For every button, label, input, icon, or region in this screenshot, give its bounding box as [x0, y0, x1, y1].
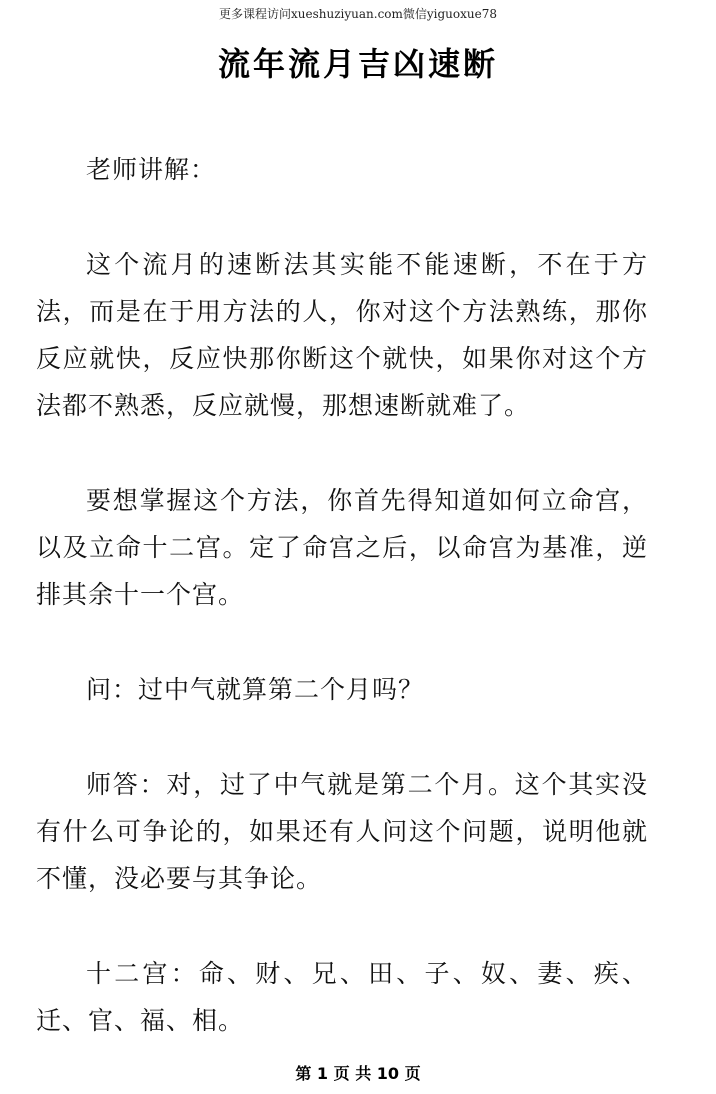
paragraph-question: 问：过中气就算第二个月吗？ — [86, 675, 425, 704]
paragraph-intro: 老师讲解： — [86, 155, 217, 184]
document-title: 流年流月吉凶速断 — [217, 45, 498, 83]
paragraph-twelve-palaces: 十二宫：命、财、兄、田、子、奴、妻、疾、迁、官、福、相。 — [36, 959, 648, 1035]
paragraph-answer: 师答：对，过了中气就是第二个月。这个其实没有什么可争论的，如果还有人问这个问题，说明他就不懂，没必要与其争论。 — [36, 770, 648, 893]
header-note: 更多课程访问xueshuziyuan.com微信yiguoxue78 — [218, 7, 498, 21]
paragraph-palaces: 要想掌握这个方法，你首先得知道如何立命宫，以及立命十二宫。定了命宫之后，以命宫为基准，逆排其余十一个宫。 — [36, 486, 648, 609]
paragraph-method: 这个流月的速断法其实能不能速断，不在于方法，而是在于用方法的人，你对这个方法熟练，那你反应就快，反应快那你断这个就快，如果你对这个方法都不熟悉，反应就慢，那想速断就难了。 — [36, 250, 648, 420]
page-number: 第 1 页 共 10 页 — [295, 1064, 421, 1083]
document-body — [36, 146, 648, 1092]
